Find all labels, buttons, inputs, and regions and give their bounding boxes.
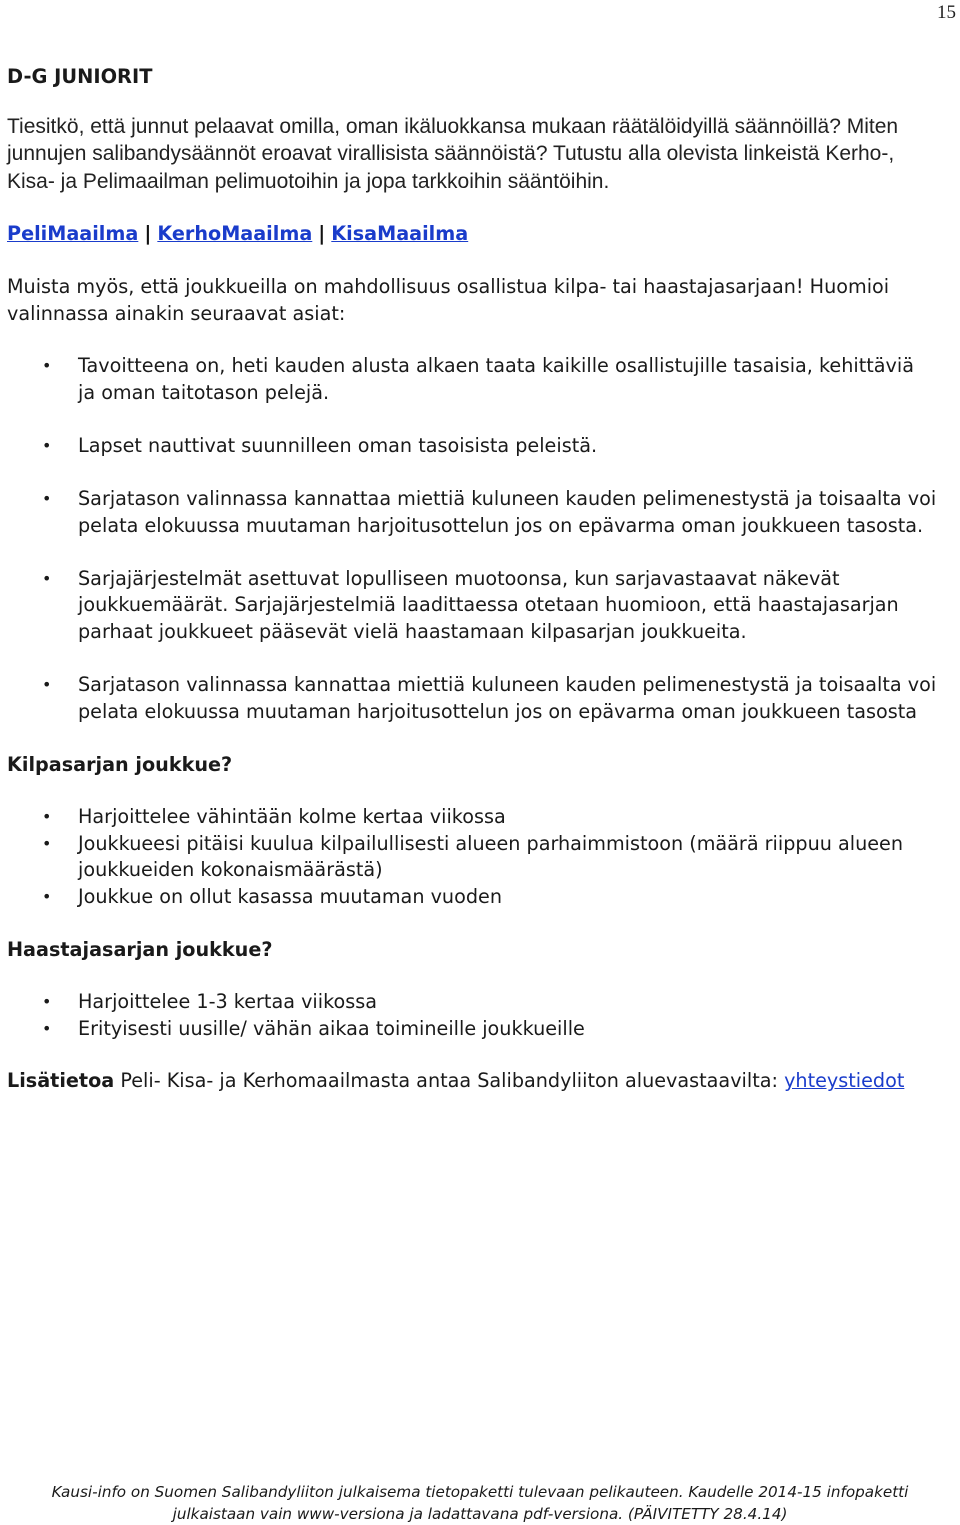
more-info-paragraph — [7, 1068, 937, 1095]
challenger-list — [7, 989, 937, 1042]
considerations-list — [7, 353, 937, 725]
more-info-label: Lisätietoa — [7, 1069, 115, 1093]
list-item — [7, 672, 937, 725]
list-item-text: Erityisesti uusille/ vähän aikaa toimineille joukkueille — [78, 1016, 585, 1040]
list-item — [7, 566, 937, 646]
list-item — [7, 1016, 937, 1043]
challenger-heading: Haastajasarjan joukkue? — [7, 937, 273, 961]
reminder-paragraph: Muista myös, että joukkueilla on mahdollisuus osallistua kilpa- tai haastajasarjaan! Huomioi valinnassa ainakin seuraavat asiat: — [7, 274, 890, 325]
link-pelimaailma[interactable]: PeliMaailma — [7, 222, 139, 246]
bullet-icon: • — [42, 488, 52, 508]
more-info-text: Peli- Kisa- ja Kerhomaailmasta antaa Salibandyliiton aluevastaavilta: — [114, 1069, 785, 1093]
list-item-text: Joukkueesi pitäisi kuulua kilpailullisesti alueen parhaimmistoon (määrä riippuu alueen joukkueiden kokonaismäärästä) — [78, 831, 904, 882]
list-item — [7, 486, 937, 539]
bullet-icon: • — [42, 568, 52, 588]
page-number: 15 — [937, 2, 956, 23]
link-kisamaailma[interactable]: KisaMaailma — [331, 222, 469, 246]
world-links — [7, 221, 937, 248]
list-item-text: Joukkue on ollut kasassa muutaman vuoden — [78, 884, 502, 908]
list-item-text: Harjoittelee vähintään kolme kertaa viikossa — [78, 805, 506, 829]
list-item — [7, 353, 937, 406]
bullet-icon: • — [42, 435, 52, 455]
bullet-icon: • — [42, 886, 52, 906]
link-separator: | — [144, 222, 152, 246]
list-item — [7, 433, 937, 460]
bullet-icon: • — [42, 807, 52, 827]
link-separator: | — [318, 222, 326, 246]
bullet-icon: • — [42, 674, 52, 694]
document-body — [7, 64, 937, 1095]
footer-line: Kausi-info on Suomen Salibandyliiton julkaisema tietopaketti tulevaan pelikauteen. Kaudelle 2014-15 infopaketti — [51, 1483, 909, 1501]
list-item-text: Harjoittelee 1-3 kertaa viikossa — [78, 990, 377, 1014]
list-item-text: Tavoitteena on, heti kauden alusta alkaen taata kaikille osallistujille tasaisia, kehittäviä ja oman taitotason pelejä. — [78, 354, 914, 404]
competitive-heading: Kilpasarjan joukkue? — [7, 752, 233, 776]
list-item-text: Lapset nauttivat suunnilleen oman tasoisista peleistä. — [78, 433, 598, 457]
list-item — [7, 989, 937, 1016]
list-item-text: Sarjatason valinnassa kannattaa miettiä kuluneen kauden pelimenestystä ja toisaalta voi pelata elokuussa muutaman harjoitusottelun jos on epävarma oman joukkueen tasosta — [78, 672, 937, 723]
footer-line: julkaistaan vain www-versiona ja ladattavana pdf-versiona. (PÄIVITETTY 28.4.14) — [172, 1505, 788, 1523]
competitive-list — [7, 804, 937, 910]
bullet-icon: • — [42, 992, 52, 1012]
page-title: D-G JUNIORIT — [7, 65, 153, 88]
list-item — [7, 804, 937, 831]
bullet-icon: • — [42, 1018, 52, 1038]
contact-info-link[interactable]: yhteystiedot — [784, 1069, 905, 1093]
bullet-icon: • — [42, 833, 52, 853]
page-footer — [0, 1481, 960, 1525]
bullet-icon: • — [42, 356, 52, 376]
list-item-text: Sarjatason valinnassa kannattaa miettiä kuluneen kauden pelimenestystä ja toisaalta voi pelata elokuussa muutaman harjoitusottelun jos on epävarma oman joukkueen tasosta. — [78, 486, 937, 537]
list-item-text: Sarjajärjestelmät asettuvat lopulliseen muotoonsa, kun sarjavastaavat näkevät joukkuemäärät. Sarjajärjestelmiä laadittaessa otetaan huomioon, että haastajasarjan parhaat joukkueet pääsevät vielä haastamaan kilpasarjan joukkueita. — [78, 566, 899, 643]
list-item — [7, 831, 937, 884]
link-kerhomaailma[interactable]: KerhoMaailma — [157, 222, 313, 246]
intro-paragraph: Tiesitkö, että junnut pelaavat omilla, oman ikäluokkansa mukaan räätälöidyillä säännöillä? Miten junnujen salibandysäännöt eroavat virallisista säännöistä? Tutustu alla olevista linkeistä Kerho-, Kisa- ja Pelimaailman pelimuotoihin ja jopa tarkkoihin sääntöihin. — [7, 114, 899, 193]
list-item — [7, 884, 937, 911]
